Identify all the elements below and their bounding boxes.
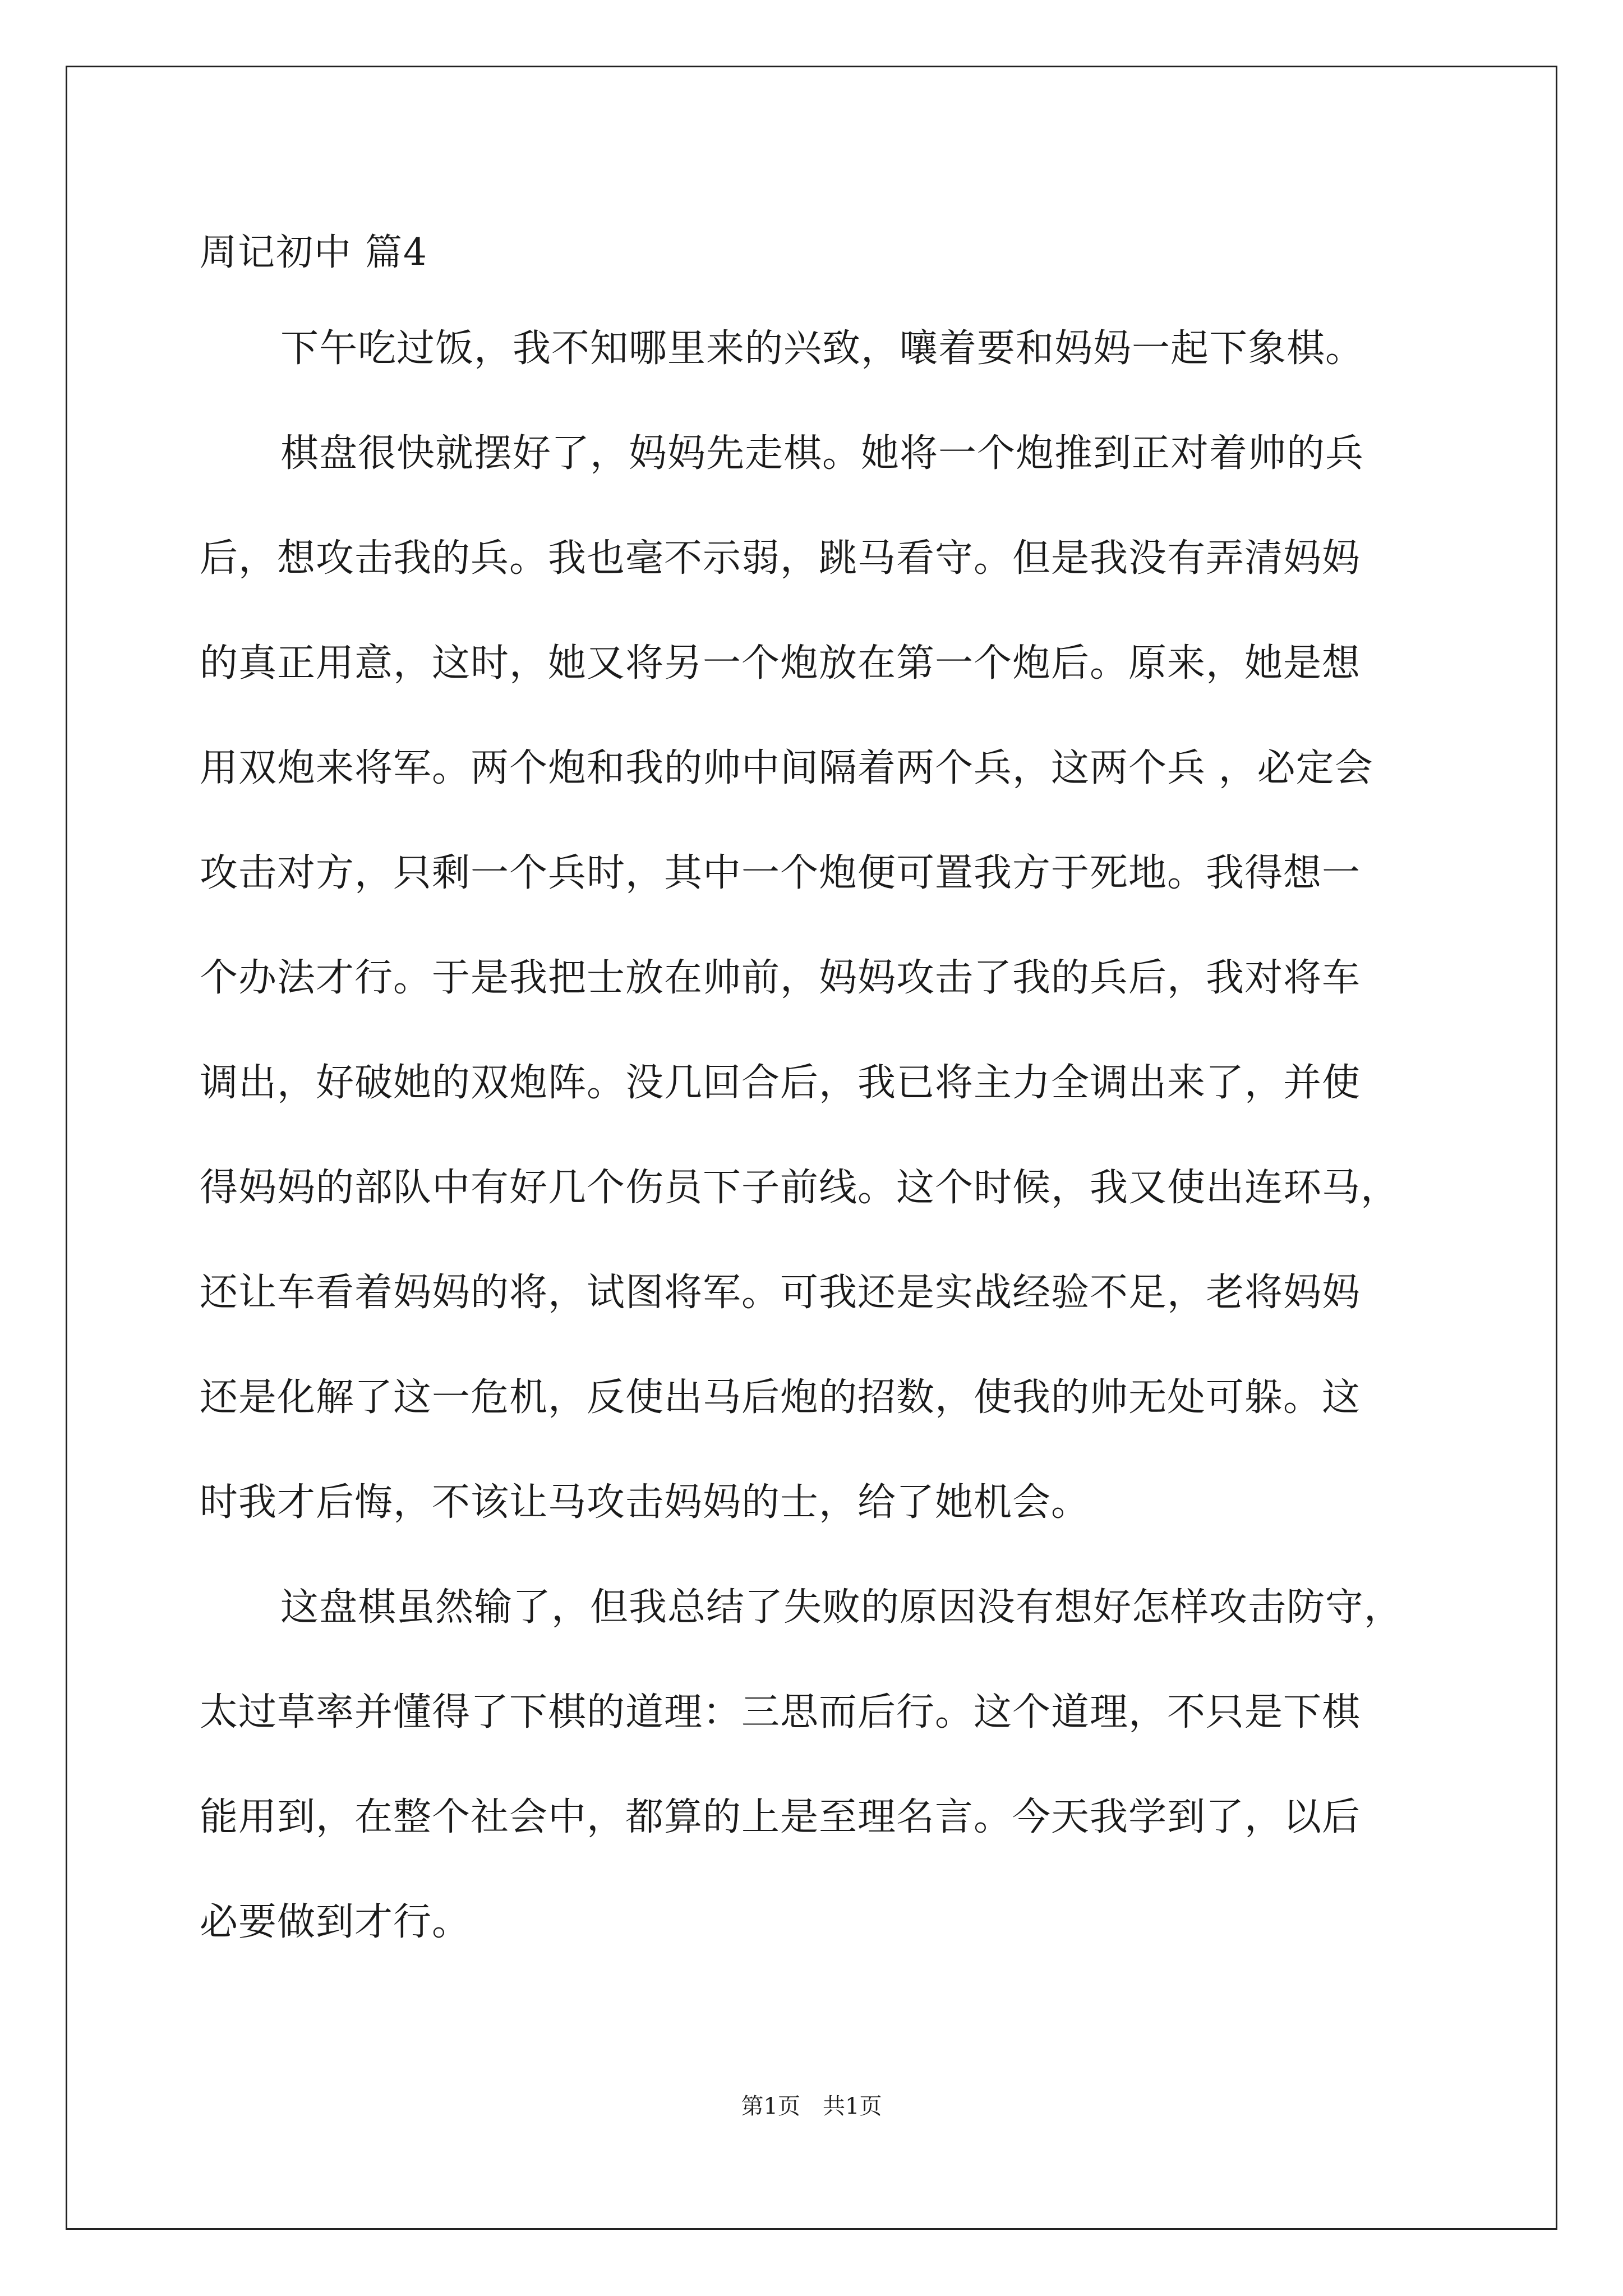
paragraph-line: 调出，好破她的双炮阵。没几回合后，我已将主力全调出来了，并使	[200, 1061, 1361, 1105]
paragraph-line: 还是化解了这一危机，反使出马后炮的招数，使我的帅无处可躲。这	[200, 1375, 1361, 1420]
paragraph-line: 下午吃过饭，我不知哪里来的兴致，嚷着要和妈妈一起下象棋。	[280, 326, 1364, 371]
paragraph-line: 后，想攻击我的兵。我也毫不示弱，跳马看守。但是我没有弄清妈妈	[200, 536, 1361, 581]
document-title: 周记初中 篇4	[200, 231, 428, 274]
paragraph-line: 用双炮来将军。两个炮和我的帅中间隔着两个兵，这两个兵 ，必定会	[200, 746, 1373, 790]
paragraph-line: 太过草率并懂得了下棋的道理：三思而后行。这个道理，不只是下棋	[200, 1690, 1361, 1734]
paragraph-line: 这盘棋虽然输了，但我总结了失败的原因没有想好怎样攻击防守，	[280, 1585, 1403, 1630]
paragraph-line: 个办法才行。于是我把士放在帅前，妈妈攻击了我的兵后，我对将车	[200, 956, 1361, 1000]
paragraph-line: 还让车看着妈妈的将，试图将军。可我还是实战经验不足，老将妈妈	[200, 1271, 1361, 1315]
document-body	[200, 296, 1433, 1975]
paragraph-line: 必要做到才行。	[200, 1900, 471, 1944]
paragraph-line: 攻击对方，只剩一个兵时，其中一个炮便可置我方于死地。我得想一	[200, 851, 1361, 895]
paragraph-line: 时我才后悔，不该让马攻击妈妈的士，给了她机会。	[200, 1480, 1090, 1525]
page-number: 第1页	[741, 2093, 800, 2119]
paragraph-line: 的真正用意，这时，她又将另一个炮放在第一个炮后。原来，她是想	[200, 641, 1361, 685]
paragraph-line: 能用到，在整个社会中，都算的上是至理名言。今天我学到了，以后	[200, 1795, 1361, 1839]
paragraph-line: 棋盘很快就摆好了，妈妈先走棋。她将一个炮推到正对着帅的兵	[280, 431, 1364, 476]
page-footer	[0, 2090, 1623, 2123]
paragraph-line: 得妈妈的部队中有好几个伤员下子前线。这个时候，我又使出连环马，	[200, 1166, 1400, 1210]
page-total: 共1页	[823, 2093, 882, 2119]
